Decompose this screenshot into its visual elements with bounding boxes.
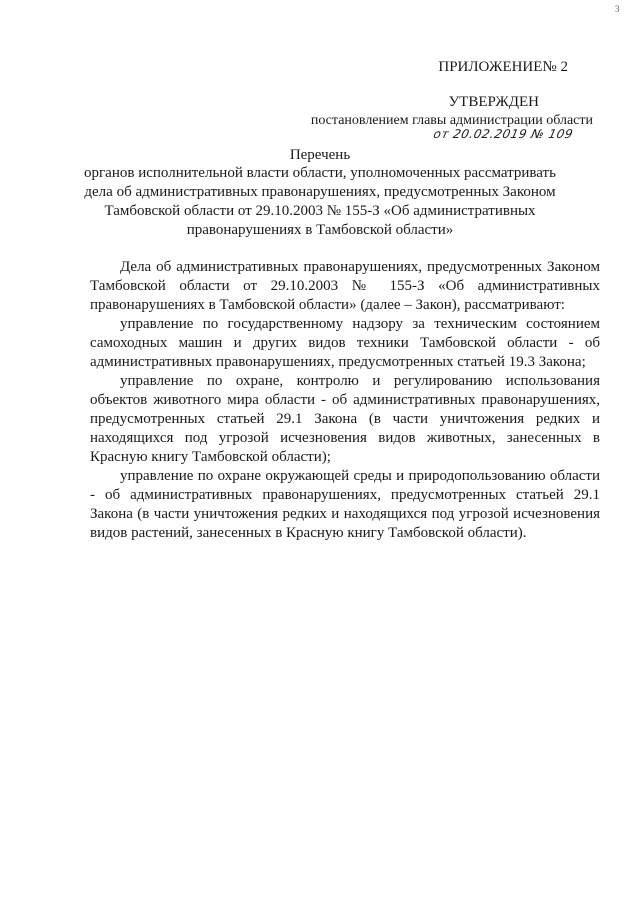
- body-paragraph-machinery-supervision: управление по государственному надзору за техническим состоянием самоходных машин и других видов техники Тамбовской области - об административных правонарушениях, предусмотренных статьей 19.3 Закона;: [90, 316, 600, 370]
- approved-label: УТВЕРЖДЕН: [448, 94, 539, 110]
- handwritten-date-number: от 20.02.2019 № 109: [432, 127, 575, 141]
- body-paragraph-intro: Дела об административных правонарушениях, предусмотренных Законом Тамбовской области от 29.10.2003 № 155-З «Об административных правонарушениях в Тамбовской области» (далее – Закон), рассматривают:: [90, 259, 600, 313]
- body-paragraph-wildlife: управление по охране, контролю и регулированию использования объектов животного мира области - об административных правонарушениях, предусмотренных статьей 29.1 Закона (в части уничтожения редких и находящихся под угрозой исчезновения видов животных, занесенных в Красную книгу Тамбовской области);: [90, 373, 600, 465]
- document-body: [90, 258, 600, 543]
- page-corner-mark: 3: [615, 4, 620, 14]
- annex-label: ПРИЛОЖЕНИЕ№ 2: [438, 59, 568, 75]
- document-subtitle: органов исполнительной власти области, уполномоченных рассматривать дела об административных правонарушениях, предусмотренных Законом Тамбовской области от 29.10.2003 № 155-З «Об административных правонарушениях в Тамбовской области»: [84, 165, 556, 238]
- decree-line: постановлением главы администрации области: [310, 113, 593, 128]
- document-title: Перечень: [289, 147, 351, 163]
- body-paragraph-environment: управление по охране окружающей среды и природопользованию области - об административных правонарушениях, предусмотренных статьей 29.1 Закона (в части уничтожения редких и находящихся под угрозой исчезновения видов растений, занесенных в Красную книгу Тамбовской области).: [90, 468, 600, 541]
- approval-block: [265, 56, 595, 141]
